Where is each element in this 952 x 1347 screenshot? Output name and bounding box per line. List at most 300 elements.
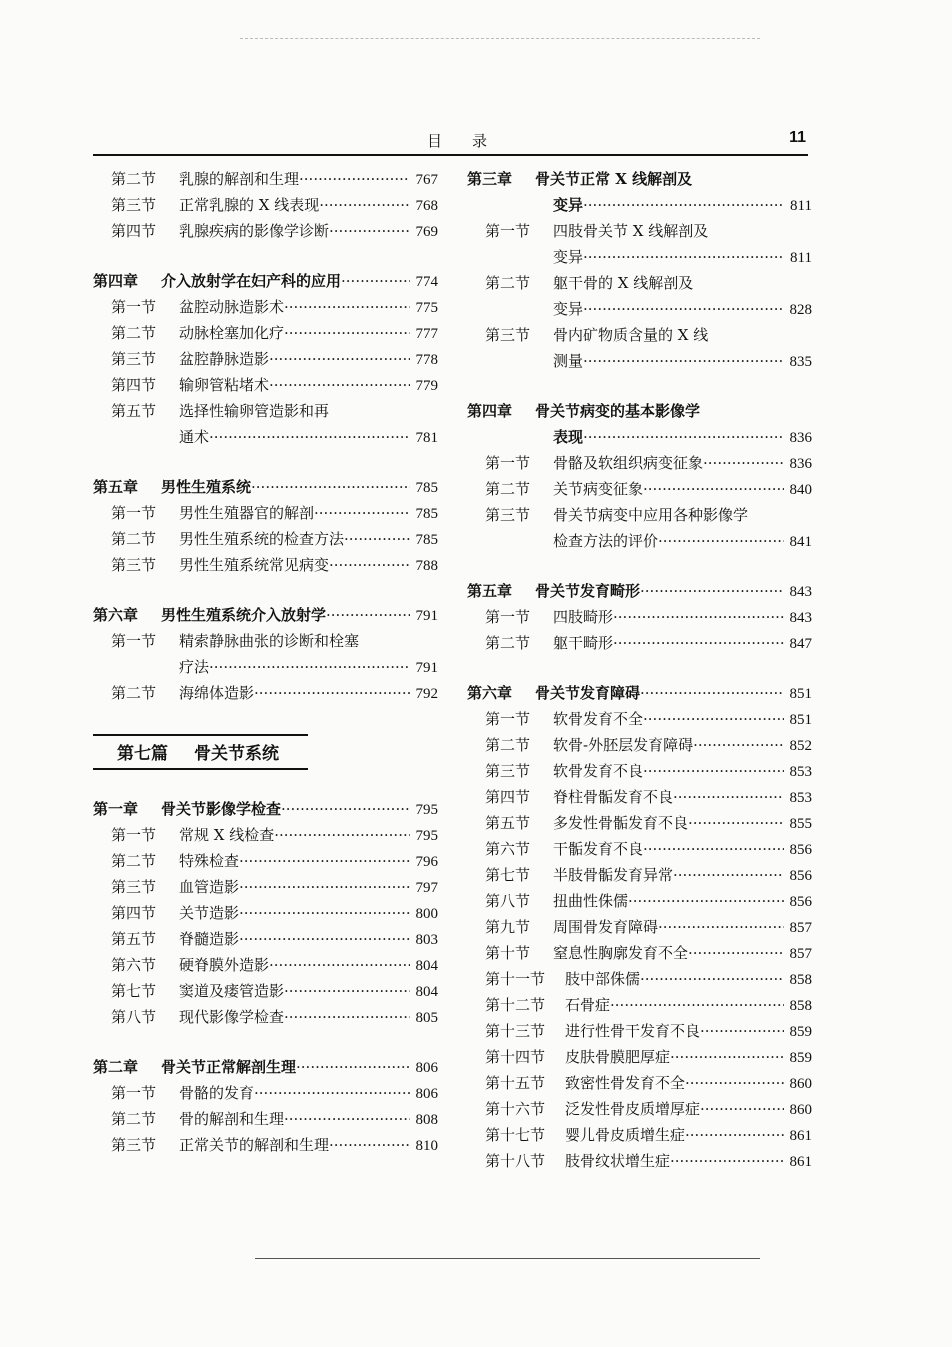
page-ref: 841: [789, 534, 812, 550]
entry-title: 骨关节发育畸形: [535, 582, 641, 600]
entry-number: 第三节: [111, 350, 157, 368]
entry-number: 第一节: [485, 608, 531, 626]
entry-title: 骨内矿物质含量的 X 线: [553, 326, 709, 344]
toc-section-entry[interactable]: [93, 1004, 438, 1030]
entry-title: 干骺发育不良: [553, 840, 644, 858]
entry-title: 骨关节发育障碍: [535, 684, 641, 702]
entry-number: 第八节: [111, 1008, 157, 1026]
toc-section-entry[interactable]: [93, 848, 438, 874]
toc-section-entry[interactable]: [93, 294, 438, 320]
page-ref: 861: [789, 1154, 812, 1170]
toc-section-entry[interactable]: [93, 952, 438, 978]
entry-title: 现代影像学检查: [179, 1008, 285, 1026]
entry-number: 第二节: [485, 480, 531, 498]
entry-title: 硬脊膜外造影: [179, 956, 270, 974]
toc-section-entry[interactable]: [93, 1080, 438, 1106]
toc-chapter-entry[interactable]: [467, 680, 812, 706]
page-ref: 857: [789, 946, 812, 962]
page-ref: 851: [789, 686, 812, 702]
entry-title: 介入放射学在妇产科的应用: [161, 272, 342, 290]
page-ref: 774: [415, 274, 438, 290]
leader-dots: [700, 1018, 783, 1044]
toc-section-entry[interactable]: [93, 218, 438, 244]
title-char-2: 录: [472, 132, 488, 150]
page-ref: 785: [415, 532, 438, 548]
toc-section-entry[interactable]: [93, 526, 438, 552]
entry-title: 正常关节的解剖和生理: [179, 1136, 330, 1154]
entry-title: 男性生殖器官的解剖: [179, 504, 315, 522]
leader-dots: [239, 926, 409, 952]
entry-number: 第一节: [111, 826, 157, 844]
entry-number: 第三节: [485, 506, 531, 524]
page-ref: 788: [415, 558, 438, 574]
entry-title: 关节病变征象: [553, 480, 644, 498]
page-ref: 781: [415, 430, 438, 446]
entry-number: 第八节: [485, 892, 531, 910]
entry-title: 乳腺的解剖和生理: [179, 170, 300, 188]
leader-dots: [329, 552, 409, 578]
leader-dots: [209, 424, 409, 450]
leader-dots: [329, 218, 409, 244]
page-ref: 861: [789, 1128, 812, 1144]
toc-section-entry[interactable]: [467, 322, 812, 348]
entry-number: 第九节: [485, 918, 531, 936]
leader-dots: [583, 424, 783, 450]
entry-number: 第六章: [467, 684, 513, 702]
toc-section-entry[interactable]: [93, 398, 438, 424]
entry-title: 石骨症: [565, 996, 611, 1014]
entry-title: 盆腔静脉造影: [179, 350, 270, 368]
entry-number: 第十三节: [485, 1022, 546, 1040]
page-ref: 778: [415, 352, 438, 368]
entry-title: 多发性骨骺发育不良: [553, 814, 689, 832]
toc-section-entry[interactable]: [93, 628, 438, 654]
part-label: 第七篇: [117, 744, 168, 764]
leader-dots: [284, 320, 409, 346]
entry-title: 血管造影: [179, 878, 240, 896]
entry-number: 第十八节: [485, 1152, 546, 1170]
page-ref: 836: [789, 456, 812, 472]
toc-section-entry[interactable]: [93, 166, 438, 192]
page-ref: 843: [789, 584, 812, 600]
leader-dots: [284, 1004, 409, 1030]
entry-number: 第一节: [485, 454, 531, 472]
entry-number: 第四节: [111, 376, 157, 394]
entry-title: 骨骼及软组织病变征象: [553, 454, 704, 472]
page-ref: 852: [789, 738, 812, 754]
entry-title: 变异: [553, 196, 584, 214]
entry-title: 半肢骨骺发育异常: [553, 866, 674, 884]
toc-right-column: [467, 166, 812, 1174]
entry-title: 婴儿骨皮质增生症: [565, 1126, 686, 1144]
toc-section-entry[interactable]: [467, 630, 812, 656]
page-ref: 851: [789, 712, 812, 728]
entry-number: 第二节: [111, 1110, 157, 1128]
page-header: [93, 128, 808, 156]
leader-dots: [314, 500, 409, 526]
page-ref: 836: [789, 430, 812, 446]
toc-section-entry[interactable]: [467, 450, 812, 476]
entry-number: 第五章: [467, 582, 513, 600]
page-ref: 859: [789, 1024, 812, 1040]
entry-title: 精索静脉曲张的诊断和栓塞: [179, 632, 360, 650]
page-ref: 767: [415, 172, 438, 188]
entry-title: 骨关节影像学检查: [161, 800, 282, 818]
entry-title: 表现: [553, 428, 584, 446]
toc-section-entry[interactable]: [467, 888, 812, 914]
leader-dots: [254, 1080, 409, 1106]
page-ref: 860: [789, 1076, 812, 1092]
page-ref: 810: [415, 1138, 438, 1154]
entry-title: 测量: [553, 352, 584, 370]
toc-section-entry[interactable]: [93, 900, 438, 926]
entry-number: 第三章: [467, 170, 513, 188]
page-number: 11: [789, 129, 806, 146]
part-title: 骨关节系统: [194, 744, 279, 764]
leader-dots: [284, 1106, 409, 1132]
toc-section-entry[interactable]: [467, 992, 812, 1018]
leader-dots: [670, 1148, 783, 1174]
toc-section-entry[interactable]: [467, 244, 812, 270]
page-ref: 791: [415, 608, 438, 624]
entry-number: 第一节: [485, 710, 531, 728]
entry-number: 第五章: [93, 478, 139, 496]
leader-dots: [269, 372, 409, 398]
page-ref: 803: [415, 932, 438, 948]
leader-dots: [658, 528, 783, 554]
toc-chapter-entry[interactable]: [467, 578, 812, 604]
entry-number: 第五节: [111, 402, 157, 420]
entry-number: 第一节: [111, 504, 157, 522]
entry-number: 第七节: [485, 866, 531, 884]
page-ref: 843: [789, 610, 812, 626]
entry-number: 第三节: [111, 196, 157, 214]
toc-section-entry[interactable]: [467, 810, 812, 836]
entry-title: 特殊检查: [179, 852, 240, 870]
leader-dots: [239, 848, 409, 874]
entry-title: 躯干畸形: [553, 634, 614, 652]
entry-number: 第三节: [485, 326, 531, 344]
leader-dots: [670, 1044, 783, 1070]
entry-title: 海绵体造影: [179, 684, 255, 702]
toc-section-entry[interactable]: [467, 348, 812, 374]
leader-dots: [685, 1122, 783, 1148]
leader-dots: [329, 1132, 409, 1158]
entry-title: 泛发性骨皮质增厚症: [565, 1100, 701, 1118]
page-ref: 792: [415, 686, 438, 702]
entry-title: 肢中部侏儒: [565, 970, 641, 988]
entry-title: 致密性骨发育不全: [565, 1074, 686, 1092]
entry-title: 关节造影: [179, 904, 240, 922]
leader-dots: [613, 630, 783, 656]
entry-title: 四肢骨关节 X 线解剖及: [553, 222, 709, 240]
leader-dots: [693, 732, 783, 758]
entry-title: 常规 X 线检查: [179, 826, 275, 844]
page-ref: 775: [415, 300, 438, 316]
page-ref: 785: [415, 506, 438, 522]
entry-title: 男性生殖系统介入放射学: [161, 606, 327, 624]
entry-title: 肢骨纹状增生症: [565, 1152, 671, 1170]
page-ref: 856: [789, 894, 812, 910]
leader-dots: [703, 450, 783, 476]
leader-dots: [583, 348, 783, 374]
leader-dots: [640, 680, 783, 706]
entry-title: 骨的解剖和生理: [179, 1110, 285, 1128]
leader-dots: [688, 810, 783, 836]
entry-title: 软骨发育不全: [553, 710, 644, 728]
entry-title: 皮肤骨膜肥厚症: [565, 1048, 671, 1066]
entry-title: 脊柱骨骺发育不良: [553, 788, 674, 806]
entry-title: 选择性输卵管造影和再: [179, 402, 330, 420]
leader-dots: [254, 680, 409, 706]
page-ref: 860: [789, 1102, 812, 1118]
toc-section-entry[interactable]: [467, 1122, 812, 1148]
toc-section-entry[interactable]: [93, 822, 438, 848]
entry-number: 第十四节: [485, 1048, 546, 1066]
entry-title: 脊髓造影: [179, 930, 240, 948]
entry-title: 躯干骨的 X 线解剖及: [553, 274, 694, 292]
entry-number: 第一章: [93, 800, 139, 818]
toc-section-entry[interactable]: [93, 500, 438, 526]
leader-dots: [613, 604, 783, 630]
toc-section-entry[interactable]: [467, 1070, 812, 1096]
entry-title: 检查方法的评价: [553, 532, 659, 550]
page-ref: 828: [789, 302, 812, 318]
entry-title: 进行性骨干发育不良: [565, 1022, 701, 1040]
toc-section-entry[interactable]: [467, 270, 812, 296]
page-ref: 777: [415, 326, 438, 342]
entry-title: 骨关节病变中应用各种影像学: [553, 506, 749, 524]
entry-number: 第十二节: [485, 996, 546, 1014]
entry-title: 扭曲性侏儒: [553, 892, 629, 910]
leader-dots: [640, 578, 783, 604]
page-ref: 835: [789, 354, 812, 370]
entry-title: 骨关节正常 X 线解剖及: [535, 170, 693, 188]
page-ref: 768: [415, 198, 438, 214]
leader-dots: [341, 268, 409, 294]
page-ref: 858: [789, 972, 812, 988]
leader-dots: [643, 476, 783, 502]
toc-section-entry[interactable]: [467, 1044, 812, 1070]
entry-number: 第三节: [111, 1136, 157, 1154]
entry-number: 第二节: [485, 274, 531, 292]
leader-dots: [673, 862, 783, 888]
toc-section-entry[interactable]: [93, 1132, 438, 1158]
toc-section-entry[interactable]: [467, 940, 812, 966]
leader-dots: [640, 966, 783, 992]
leader-dots: [269, 952, 409, 978]
leader-dots: [239, 900, 409, 926]
entry-number: 第十七节: [485, 1126, 546, 1144]
entry-number: 第三节: [485, 762, 531, 780]
page-ref: 856: [789, 842, 812, 858]
leader-dots: [269, 346, 409, 372]
leader-dots: [583, 244, 784, 270]
entry-number: 第一节: [111, 298, 157, 316]
page-ref: 795: [415, 828, 438, 844]
entry-title: 疗法: [179, 658, 210, 676]
page-ref: 840: [789, 482, 812, 498]
page-ref: 806: [415, 1060, 438, 1076]
page-ref: 859: [789, 1050, 812, 1066]
page-ref: 857: [789, 920, 812, 936]
toc-section-entry[interactable]: [93, 424, 438, 450]
toc-section-entry[interactable]: [467, 862, 812, 888]
entry-title: 窒息性胸廓发育不全: [553, 944, 689, 962]
entry-number: 第四节: [485, 788, 531, 806]
toc-section-entry[interactable]: [467, 502, 812, 528]
leader-dots: [299, 166, 409, 192]
entry-number: 第三节: [111, 556, 157, 574]
page-ref: 769: [415, 224, 438, 240]
entry-number: 第二节: [111, 170, 157, 188]
toc-section-entry[interactable]: [467, 706, 812, 732]
toc-section-entry[interactable]: [467, 732, 812, 758]
footer-rule: [255, 1258, 760, 1259]
entry-title: 乳腺疾病的影像学诊断: [179, 222, 330, 240]
entry-number: 第一节: [111, 632, 157, 650]
entry-title: 周围骨发育障碍: [553, 918, 659, 936]
toc-chapter-entry[interactable]: [93, 602, 438, 628]
entry-number: 第一节: [111, 1084, 157, 1102]
toc-section-entry[interactable]: [93, 552, 438, 578]
page-ref: 804: [415, 984, 438, 1000]
leader-dots: [296, 1054, 409, 1080]
leader-dots: [628, 888, 783, 914]
running-title: [427, 130, 517, 151]
toc-section-entry[interactable]: [467, 966, 812, 992]
page-ref: 808: [415, 1112, 438, 1128]
entry-number: 第一节: [485, 222, 531, 240]
leader-dots: [284, 294, 409, 320]
entry-title: 通术: [179, 428, 210, 446]
page-ref: 811: [790, 198, 812, 214]
entry-title: 男性生殖系统常见病变: [179, 556, 330, 574]
entry-number: 第二节: [485, 634, 531, 652]
toc-section-entry[interactable]: [93, 874, 438, 900]
toc-section-entry[interactable]: [93, 978, 438, 1004]
toc-section-entry[interactable]: [93, 1106, 438, 1132]
entry-number: 第十五节: [485, 1074, 546, 1092]
leader-dots: [688, 940, 783, 966]
page-ref: 806: [415, 1086, 438, 1102]
toc-section-entry[interactable]: [467, 914, 812, 940]
page-ref: 853: [789, 764, 812, 780]
toc-chapter-entry[interactable]: [93, 268, 438, 294]
entry-number: 第二节: [485, 736, 531, 754]
page-ref: 847: [789, 636, 812, 652]
toc-chapter-entry[interactable]: [93, 1054, 438, 1080]
entry-title: 软骨发育不良: [553, 762, 644, 780]
entry-number: 第二节: [111, 684, 157, 702]
entry-number: 第二节: [111, 852, 157, 870]
leader-dots: [643, 758, 783, 784]
toc-section-entry[interactable]: [467, 218, 812, 244]
toc-section-entry[interactable]: [93, 192, 438, 218]
toc-chapter-entry[interactable]: [467, 166, 812, 192]
entry-title: 输卵管粘堵术: [179, 376, 270, 394]
scan-artifact-marks: [240, 38, 760, 43]
page-ref: 796: [415, 854, 438, 870]
leader-dots: [583, 192, 784, 218]
page-ref: 804: [415, 958, 438, 974]
toc-left-column: [93, 166, 438, 1158]
toc-section-entry[interactable]: [93, 680, 438, 706]
toc-section-entry[interactable]: [467, 1018, 812, 1044]
leader-dots: [583, 296, 783, 322]
entry-number: 第六章: [93, 606, 139, 624]
page-ref: 800: [415, 906, 438, 922]
leader-dots: [658, 914, 783, 940]
page-ref: 811: [790, 250, 812, 266]
leader-dots: [673, 784, 783, 810]
page-ref: 805: [415, 1010, 438, 1026]
entry-number: 第四章: [93, 272, 139, 290]
toc-chapter-entry[interactable]: [467, 398, 812, 424]
leader-dots: [643, 836, 783, 862]
toc-chapter-entry[interactable]: [93, 474, 438, 500]
entry-number: 第七节: [111, 982, 157, 1000]
title-char-1: 目: [427, 132, 443, 150]
entry-title: 变异: [553, 248, 584, 266]
toc-section-entry[interactable]: [467, 1148, 812, 1174]
page-ref: 853: [789, 790, 812, 806]
toc-section-entry[interactable]: [467, 528, 812, 554]
entry-number: 第六节: [111, 956, 157, 974]
leader-dots: [209, 654, 409, 680]
entry-number: 第二节: [111, 324, 157, 342]
leader-dots: [685, 1070, 783, 1096]
toc-section-entry[interactable]: [93, 320, 438, 346]
toc-section-entry[interactable]: [467, 296, 812, 322]
page-ref: 856: [789, 868, 812, 884]
entry-number: 第四章: [467, 402, 513, 420]
page-ref: 797: [415, 880, 438, 896]
page-ref: 855: [789, 816, 812, 832]
leader-dots: [274, 822, 409, 848]
entry-number: 第二章: [93, 1058, 139, 1076]
leader-dots: [284, 978, 409, 1004]
toc-section-entry[interactable]: [467, 604, 812, 630]
entry-number: 第十一节: [485, 970, 546, 988]
toc-section-entry[interactable]: [93, 926, 438, 952]
toc-section-entry[interactable]: [467, 758, 812, 784]
page-ref: 779: [415, 378, 438, 394]
leader-dots: [251, 474, 409, 500]
leader-dots: [239, 874, 409, 900]
toc-section-entry[interactable]: [93, 654, 438, 680]
toc-section-entry[interactable]: [467, 424, 812, 450]
entry-title: 骨关节病变的基本影像学: [535, 402, 701, 420]
entry-title: 正常乳腺的 X 线表现: [179, 196, 320, 214]
toc-section-entry[interactable]: [467, 476, 812, 502]
entry-title: 骨关节正常解剖生理: [161, 1058, 297, 1076]
entry-title: 四肢畸形: [553, 608, 614, 626]
entry-number: 第六节: [485, 840, 531, 858]
toc-chapter-entry[interactable]: [93, 796, 438, 822]
toc-section-entry[interactable]: [93, 372, 438, 398]
toc-section-entry[interactable]: [467, 192, 812, 218]
entry-title: 软骨-外胚层发育障碍: [553, 736, 694, 754]
toc-section-entry[interactable]: [93, 346, 438, 372]
page-ref: 791: [415, 660, 438, 676]
toc-section-entry[interactable]: [467, 836, 812, 862]
entry-title: 男性生殖系统: [161, 478, 252, 496]
toc-section-entry[interactable]: [467, 1096, 812, 1122]
entry-number: 第四节: [111, 904, 157, 922]
entry-title: 男性生殖系统的检查方法: [179, 530, 345, 548]
toc-section-entry[interactable]: [467, 784, 812, 810]
